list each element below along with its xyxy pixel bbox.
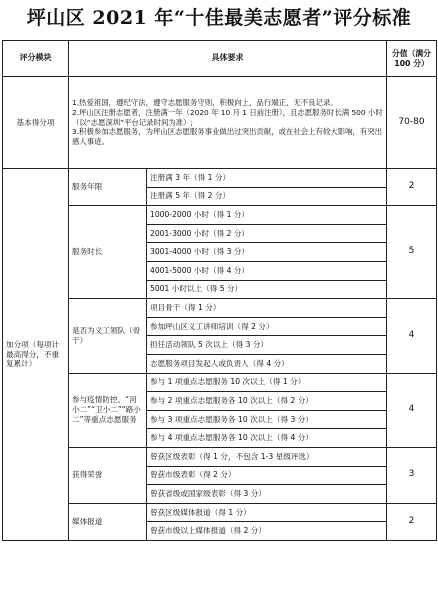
group-score-media: 2 bbox=[387, 503, 437, 540]
group-item: 参与 4 项重点志愿服务各 10 次以上（得 4 分） bbox=[147, 429, 387, 448]
basic-line-3: 3.积极参加志愿服务，为坪山区志愿服务事业做出过突出贡献，或在社会上有较大影响，有突出感人事迹。 bbox=[72, 127, 383, 147]
basic-line-2: 2.坪山区注册志愿者，注册满一年（2020 年 10 月 1 日前注册），且志愿服务时长满 500 小时（以“志愿深圳”平台记录时间为准）; bbox=[72, 107, 383, 127]
group-item: 注册满 5 年（得 2 分） bbox=[147, 187, 387, 206]
table-row bbox=[3, 206, 437, 225]
group-name-media: 媒体报道 bbox=[69, 503, 147, 540]
group-score-honors: 3 bbox=[387, 447, 437, 503]
table-row bbox=[3, 503, 437, 522]
table-row bbox=[3, 169, 437, 188]
table-row bbox=[3, 373, 437, 392]
group-score-key-services: 4 bbox=[387, 373, 437, 447]
header-module: 评分模块 bbox=[3, 41, 69, 77]
group-score-service-hours: 5 bbox=[387, 206, 437, 299]
group-name-team-leader: 是否为义工领队（骨干） bbox=[69, 299, 147, 373]
scoring-table bbox=[2, 40, 437, 541]
group-item: 参加坪山区义工讲师培训（得 2 分） bbox=[147, 317, 387, 336]
group-item: 5001 小时以上（得 5 分） bbox=[147, 280, 387, 299]
group-item: 志愿服务项目发起人或负责人（得 4 分） bbox=[147, 354, 387, 373]
group-item: 1000-2000 小时（得 1 分） bbox=[147, 206, 387, 225]
group-score-team-leader: 4 bbox=[387, 299, 437, 373]
group-name-service-hours: 服务时长 bbox=[69, 206, 147, 299]
header-row bbox=[3, 41, 437, 77]
table-row bbox=[3, 447, 437, 466]
basic-requirements bbox=[69, 77, 387, 169]
group-item: 注册满 3 年（得 1 分） bbox=[147, 169, 387, 188]
group-score-service-years: 2 bbox=[387, 169, 437, 206]
group-item: 2001-3000 小时（得 2 分） bbox=[147, 224, 387, 243]
group-item: 参与 2 项重点志愿服务各 10 次以上（得 2 分） bbox=[147, 392, 387, 411]
group-item: 曾获省级或国家级表彰（得 3 分） bbox=[147, 485, 387, 504]
header-requirement: 具体要求 bbox=[69, 41, 387, 77]
table-row bbox=[3, 299, 437, 318]
basic-line-1: 1.热爱祖国，遵纪守法，遵守志愿服务守则，积极向上，品行端正，无不良记录。 bbox=[72, 97, 338, 107]
group-item: 担任活动领队 5 次以上（得 3 分） bbox=[147, 336, 387, 355]
group-item: 项目骨干（得 1 分） bbox=[147, 299, 387, 318]
group-item: 曾获市级以上媒体报道（得 2 分） bbox=[147, 522, 387, 541]
group-name-key-services: 参与疫情防控、“河小二”“卫小二”“路小二”等重点志愿服务 bbox=[69, 373, 147, 447]
group-name-service-years: 服务年限 bbox=[69, 169, 147, 206]
basic-score: 70-80 bbox=[387, 77, 437, 169]
group-item: 参与 1 项重点志愿服务 10 次以上（得 1 分） bbox=[147, 373, 387, 392]
group-item: 曾获市级表彰（得 2 分） bbox=[147, 466, 387, 485]
page-title: 坪山区 2021 年“十佳最美志愿者”评分标准 bbox=[26, 7, 412, 29]
header-score: 分值（满分 100 分） bbox=[387, 41, 437, 77]
group-item: 4001-5000 小时（得 4 分） bbox=[147, 261, 387, 280]
group-name-honors: 获得荣誉 bbox=[69, 447, 147, 503]
basic-label: 基本得分项 bbox=[3, 77, 69, 169]
group-item: 参与 3 项重点志愿服务各 10 次以上（得 3 分） bbox=[147, 410, 387, 429]
basic-row bbox=[3, 77, 437, 169]
bonus-label: 加分项（每项计最高得分，不重复累计） bbox=[3, 169, 69, 541]
group-item: 曾获区级表彰（得 1 分，不包含 1-3 星级评选） bbox=[147, 447, 387, 466]
group-item: 曾获区级媒体报道（得 1 分） bbox=[147, 503, 387, 522]
group-item: 3001-4000 小时（得 3 分） bbox=[147, 243, 387, 262]
